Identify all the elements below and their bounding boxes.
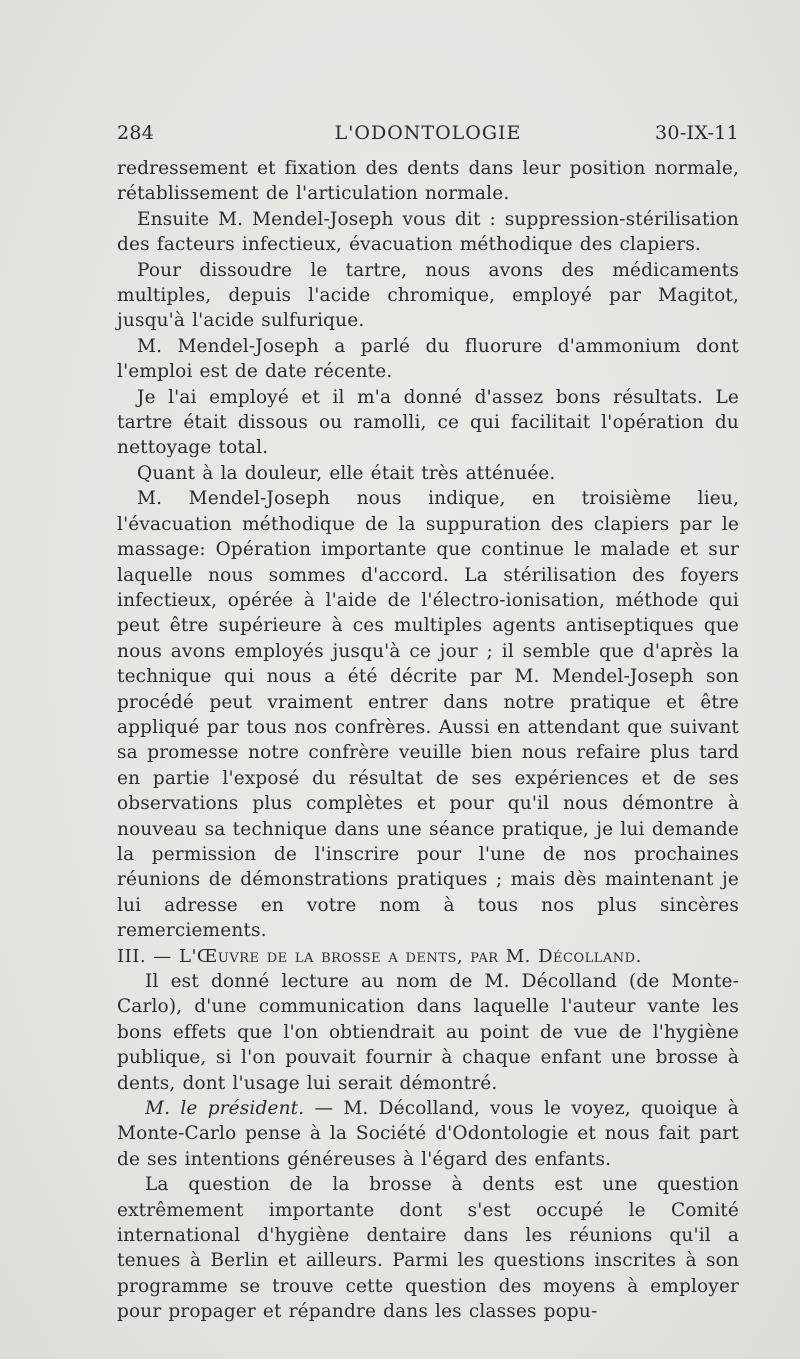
paragraph: Pour dissoudre le tartre, nous avons des médicaments multiples, depuis l'acide chromique, employé par Magitot, jusqu'à l'acide sulfurique. <box>117 259 739 332</box>
issue-date: 30-IX-11 <box>655 122 739 144</box>
remark-text: — M. Décolland, vous le voyez, quoique à Monte-Carlo pense à la Société d'Odontologie et nous fait part de ses intentions généreuses à l'égard des enfants. <box>117 1098 739 1170</box>
paragraph: Je l'ai employé et il m'a donné d'assez bons résultats. Le tartre était dissous ou ramolli, ce qui facilitait l'opération du nettoyage total. <box>117 386 739 459</box>
running-header <box>117 122 739 150</box>
paragraph: M. Mendel-Joseph a parlé du fluorure d'ammonium dont l'emploi est de date récente. <box>117 335 739 383</box>
section-heading: III. — L'Œuvre de la brosse a dents, par M. Décolland. <box>117 945 642 967</box>
paragraph: La question de la brosse à dents est une question extrêmement importante dont s'est occupé le Comité international d'hygiène dentaire dans les réunions qu'il a tenues à Berlin et ailleurs. Parmi les questions inscrites à son programme se trouve cette question des moyens à employer pour propager et répandre dans les classes popu- <box>117 1174 739 1323</box>
article-body <box>117 156 739 1325</box>
paragraph: Il est donné lecture au nom de M. Décolland (de Monte-Carlo), d'une communication dans laquelle l'auteur vante les bons effets que l'on obtiendrait au point de vue de l'hygiène publique, si l'on pouvait fournir à chaque enfant une brosse à dents, dont l'usage lui serait démontré. <box>117 971 739 1094</box>
president-remark <box>117 1096 739 1172</box>
paragraph: Quant à la douleur, elle était très atténuée. <box>137 462 556 484</box>
page-number: 284 <box>117 122 155 144</box>
paragraph: Ensuite M. Mendel-Joseph vous dit : suppression-stérilisation des facteurs infectieux, évacuation méthodique des clapiers. <box>117 208 739 256</box>
paragraph: M. Mendel-Joseph nous indique, en troisième lieu, l'évacuation méthodique de la suppuration des clapiers par le massage: Opération importante que continue le malade et sur laquelle nous sommes d'accord. La stérilisation des foyers infectieux, opérée à l'aide de l'électro-ionisation, méthode qui peut être supérieure à ces multiples agents antiseptiques que nous avons employés jusqu'à ce jour ; il semble que d'après la technique qui nous a été décrite par M. Mendel-Joseph son procédé peut vraiment entrer dans notre pratique et être appliqué par tous nos confrères. Aussi en attendant que suivant sa promesse notre confrère veuille bien nous refaire plus tard en partie l'exposé du résultat de ses expériences et de ses observations plus complètes et pour qu'il nous démontre à nouveau sa technique dans une séance pratique, je lui demande la permission de l'inscrire pour l'une de nos prochaines réunions de démonstrations pratiques ; mais dès maintenant je lui adresse en votre nom à tous nos plus sincères remerciements. <box>117 488 739 942</box>
speaker-label: M. le président. <box>145 1098 305 1120</box>
paragraph: redressement et fixation des dents dans leur position normale, rétablissement de l'articulation normale. <box>117 158 739 205</box>
journal-title: L'ODONTOLOGIE <box>334 122 522 144</box>
